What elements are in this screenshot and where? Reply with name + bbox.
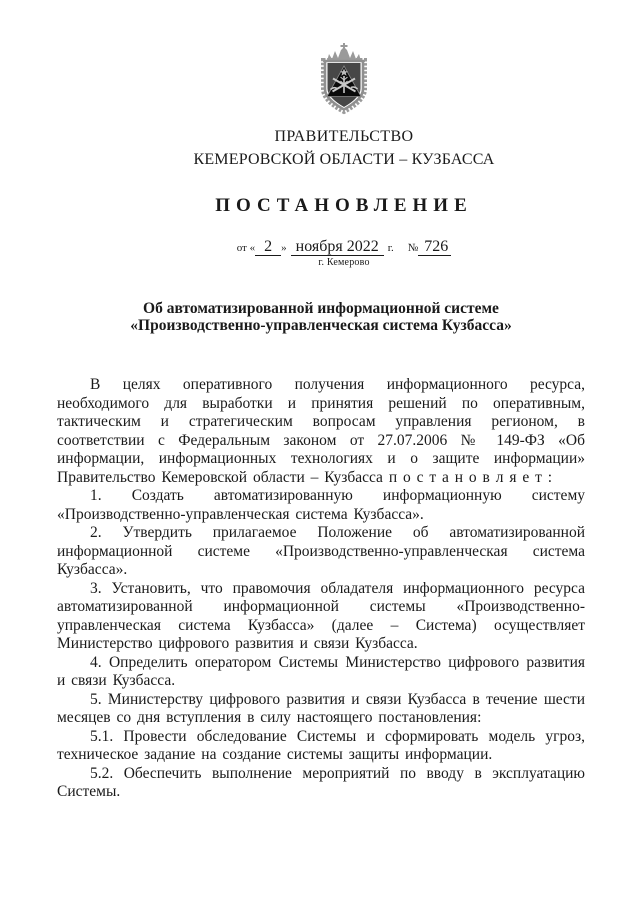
body-paragraph: 4. Определить оператором Системы Министерство цифрового развития и связи Кузбасса. — [57, 653, 585, 689]
intro-paragraph-text: В целях оперативного получения информационного ресурса, необходимого для выработки и принятия решений по оперативным, тактическим и стратегическим вопросам управления регионом, в соответствии с Федеральным законом от 27.07.2006 № 149-ФЗ «Об информации, информационных технологиях и о защите информации» Правительство Кемеровской области – Кузбасса — [57, 376, 585, 486]
date-quote-close: » — [281, 242, 287, 254]
document-title-line1: Об автоматизированной информационной системе — [143, 300, 499, 317]
date-year-suffix: г. — [387, 242, 394, 254]
number-sign: № — [407, 242, 419, 254]
document-title-line2: «Производственно-управленческая система Кузбасса» — [130, 316, 512, 334]
body-paragraph: 5. Министерству цифрового развития и связи Кузбасса в течение шести месяцев со дня вступления в силу настоящего постановления: — [57, 690, 585, 726]
government-name-line1: ПРАВИТЕЛЬСТВО — [274, 128, 414, 145]
kuzbass-coat-of-arms-icon — [316, 43, 372, 115]
body-paragraph: 3. Установить, что правомочия обладателя информационного ресурса автоматизированной информационной системы «Производственно-управленческая система Кузбасса» (далее – Система) осуществляет Министерство цифрового развития и связи Кузбасса. — [57, 579, 585, 652]
body-paragraph: 5.2. Обеспечить выполнение мероприятий по вводу в эксплуатацию Системы. — [57, 764, 585, 800]
document-body — [57, 376, 585, 802]
document-header — [0, 43, 640, 268]
body-paragraph: 2. Утвердить прилагаемое Положение об автоматизированной информационной системе «Производственно-управленческая система Кузбасса». — [57, 524, 585, 578]
date-number-line — [48, 238, 640, 256]
document-type-heading: ПОСТАНОВЛЕНИЕ — [215, 195, 473, 216]
date-prefix: от « — [236, 242, 256, 254]
document-title — [57, 301, 585, 334]
date-day: 2 — [255, 238, 281, 256]
government-name-line2: КЕМЕРОВСКОЙ ОБЛАСТИ – КУЗБАССА — [193, 151, 495, 168]
intro-paragraph — [57, 376, 585, 487]
body-paragraph: 1. Создать автоматизированную информационную систему «Производственно-управленческая система Кузбасса». — [57, 487, 585, 523]
date-month-year: ноября 2022 — [291, 238, 384, 256]
document-number: 726 — [418, 238, 451, 256]
intro-resolve-word: п о с т а н о в л я е т : — [388, 468, 553, 486]
body-paragraph: 5.1. Провести обследование Системы и сформировать модель угроз, техническое задание на создание системы защиты информации. — [57, 727, 585, 763]
city-label: г. Кемерово — [318, 257, 370, 268]
